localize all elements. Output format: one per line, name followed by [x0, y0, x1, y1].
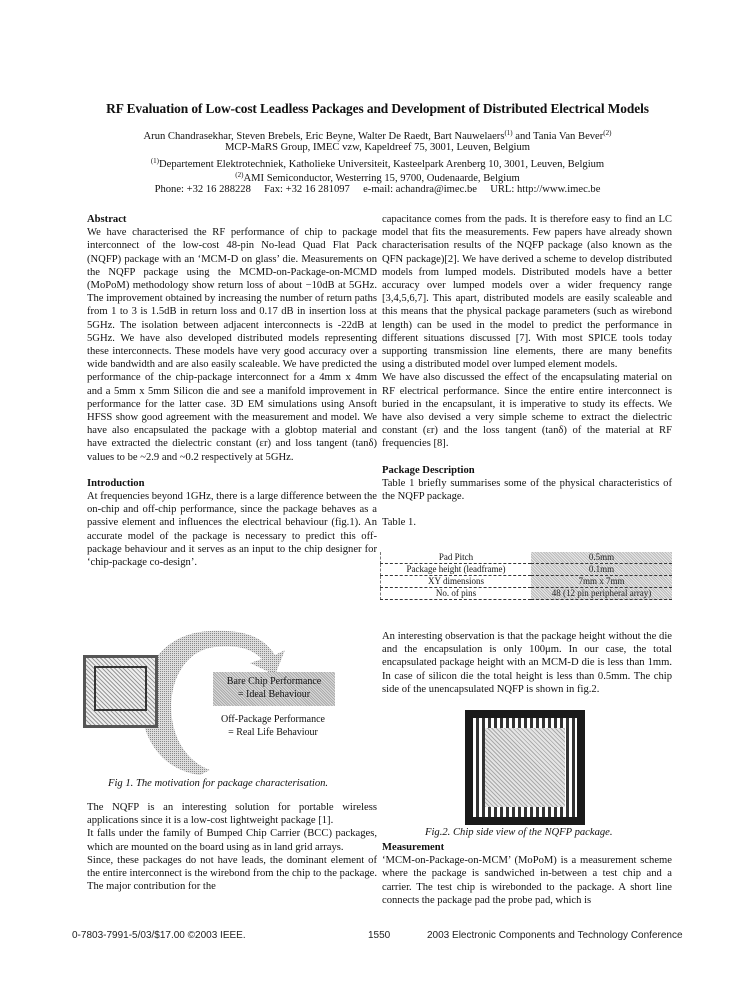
table-row [381, 588, 673, 600]
intro-heading: Introduction [87, 477, 145, 489]
affiliation-imec: MCP-MaRS Group, IMEC vzw, Kapeldreef 75, 3001, Leuven, Belgium [224, 142, 530, 153]
package-description-text: Table 1 briefly summarises some of the physical characteristics of the NQFP package. [382, 477, 672, 503]
table-row [381, 552, 673, 564]
left-column [87, 213, 377, 569]
footer-conference: 2003 Electronic Components and Technology Conference [427, 930, 683, 941]
nqfp-para-1: The NQFP is an interesting solution for portable wireless applications since it is a low-cost lightweight package [1]. [87, 802, 377, 827]
off-package-line2: = Real Life Behaviour [228, 727, 318, 738]
table-label: Table 1. [382, 517, 416, 529]
chip-image [83, 655, 158, 728]
table-1 [380, 552, 672, 600]
affil-sup: (1) [150, 157, 159, 165]
affil-text: Departement Elektrotechniek, Katholieke Universiteit, Kasteelpark Arenberg 10, 3001, Leuven, Belgium [158, 159, 605, 170]
footer-page-number: 1550 [368, 930, 391, 941]
right-para-3: An interesting observation is that the package height without the die and the encapsulation is only 100μm. In our case, the total encapsulated package height with an MCM-D die is less than 1mm. In case of silicon die the total height is less than 0.5mm. The chip side of the unencapsulated NQFP is shown in fig.2. [382, 631, 672, 695]
table-key: No. of pins [381, 588, 532, 600]
contact-line: Phone: +32 16 288228 Fax: +32 16 281097 e-mail: achandra@imec.be URL: http://www.imec.be [154, 184, 601, 195]
figure-2-image [465, 710, 585, 825]
right-column [382, 213, 672, 529]
package-description-heading: Package Description [382, 464, 475, 476]
off-package-line1: Off-Package Performance [221, 714, 325, 725]
author-sup: (1) [504, 129, 513, 137]
bare-chip-line2: = Ideal Behaviour [237, 689, 311, 700]
abstract-text: We have characterised the RF performance of chip to package interconnect of the low-cost 48-pin No-lead Quad Flat Pack (NQFP) package with an ‘MCM-D on glass’ die. Measurements on the NQFP package using the MCMD-on-Package-on-MCMD (MoPoM) methodology show return loss of about −10dB at 5GHz. The improvement obtained by increasing the number of return paths from 1 to 3 is 1.5dB in return loss and 0.17 dB in insertion loss at 5GHz. The isolation between adjacent interconnects is -22dB at 5GHz. We have also developed distributed models representing these interconnects. These models have very good accuracy over a wide bandwidth and are also easily scaleable. We have predicted the performance of the chip-package interconnect for a 4mm x 4mm and a 5mm x 5mm Silicon die and see a manifold improvement in performance for the latter case. 3D EM simulations using Ansoft HFSS show good agreement with the measurement and model. We have also encapsulated the package with a globtop material and have extracted the dielectric constant (εr) and loss tangent (tanδ) values to be ~2.9 and ~0.2 respectively at 5GHz. [87, 227, 377, 463]
figure-1 [100, 625, 340, 780]
nqfp-para-3: Since, these packages do not have leads, the dominant element of the entire interconnect is the wirebond from the chip to the package. The major contribution for the [87, 854, 377, 893]
affil-sup: (2) [235, 171, 244, 179]
affil-text: AMI Semiconductor, Westerring 15, 9700, Oudenaarde, Belgium [243, 173, 520, 184]
nqfp-para-2: It falls under the family of Bumped Chip Carrier (BCC) packages, which are mounted on the board using as in land grid arrays. [87, 828, 377, 853]
abstract-heading: Abstract [87, 214, 127, 225]
right-para-1: capacitance comes from the pads. It is therefore easy to find an LC model that fits the measurements. Few papers have already shown characterisation results of the NQFP package (also known as the QFN package)[2]. We have derived a scheme to develop distributed models from lumped models. Distributed models have a better accuracy over lumped models over a wider frequency range [3,4,5,6,7]. This apart, distributed models are easily scaleable and this means that the physical package parameters (such as wirebond length) can be used in the model to predict the performance in different situations discussed [7]. With most SPICE tools today supporting transmission line elements, there are many benefits using a distributed model over lumped element models. [382, 214, 672, 371]
measurement-text: ‘MCM-on-Package-on-MCM’ (MoPoM) is a measurement scheme where the package is sandwiched in-between a test chip and a carrier. The test chip is wirebonded to the package. A short line connects the package pad the probe pad, which is [382, 855, 672, 906]
table-key: XY dimensions [381, 576, 532, 588]
left-column-bottom [87, 801, 377, 893]
table-value: 48 (12 pin peripheral array) [531, 588, 672, 600]
table-row [381, 564, 673, 576]
measurement-section [382, 841, 672, 907]
table-key: Pad Pitch [381, 552, 532, 564]
authors-and: and Tania Van Bever [512, 131, 604, 142]
bare-chip-line1: Bare Chip Performance [226, 676, 322, 687]
bare-chip-box [213, 672, 335, 706]
author-sup: (2) [603, 129, 612, 137]
table-value: 0.1mm [531, 564, 672, 576]
measurement-heading: Measurement [382, 842, 445, 853]
paper-title: RF Evaluation of Low-cost Leadless Packages and Development of Distributed Electrical Models [106, 101, 649, 116]
footer-isbn: 0-7803-7991-5/03/$17.00 ©2003 IEEE. [72, 930, 246, 941]
intro-text: At frequencies beyond 1GHz, there is a large difference between the on-chip and off-chip performance, since the package behaves as a passive element and influences the electrical behaviour (fig.1). An accurate model of the package is necessary to predict this off-package behaviour and it serves as an input to the chip designer for ‘chip-package co-design’. [87, 491, 377, 569]
table-value: 0.5mm [531, 552, 672, 564]
table-value: 7mm x 7mm [531, 576, 672, 588]
authors-text: Arun Chandrasekhar, Steven Brebels, Eric Beyne, Walter De Raedt, Bart Nauwelaers [143, 131, 505, 142]
table-key: Package height (leadframe) [381, 564, 532, 576]
fig1-caption: Fig 1. The motivation for package characterisation. [108, 778, 329, 789]
table-row [381, 576, 673, 588]
off-package-box [208, 713, 338, 739]
fig2-caption: Fig.2. Chip side view of the NQFP package. [425, 827, 613, 838]
right-para-2: We have also discussed the effect of the encapsulating material on RF electrical performance. Since the entire entire interconnect is buried in the encapsulant, it is imperative to study its effects. We have also devised a very simple scheme to extract the dielectric constant (εr) and the loss tangent (tanδ) of the material at RF frequencies [8]. [382, 372, 672, 450]
